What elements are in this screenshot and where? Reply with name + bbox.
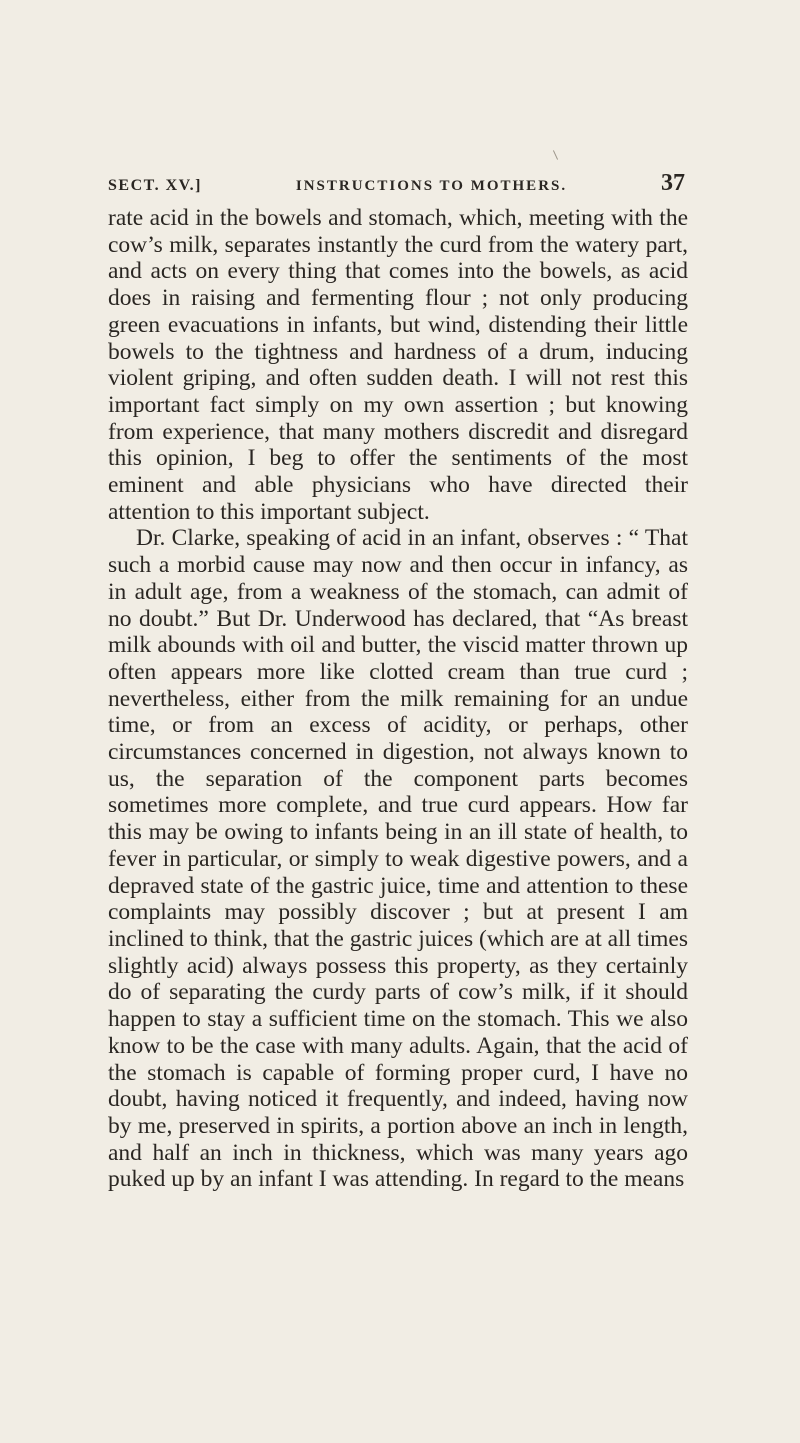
body-text — [108, 205, 688, 1193]
section-label: SECT. XV.] — [108, 177, 202, 194]
running-header — [108, 170, 685, 197]
paragraph-continued: rate acid in the bowels and stomach, which, meeting with the cow’s milk, separates instantly the curd from the watery part, and acts on every thing that comes into the bowels, as acid does in raising and fermenting flour ; not only producing green evacuations in infants, but wind, distending their little bowels to the tightness and hardness of a drum, inducing violent griping, and often sudden death. I will not rest this important fact simply on my own assertion ; but knowing from experience, that many mothers discredit and disregard this opinion, I beg to offer the sentiments of the most eminent and able physicians who have directed their attention to this important subject. — [108, 205, 688, 525]
page-number: 37 — [661, 170, 685, 196]
running-title: INSTRUCTIONS TO MOTHERS. — [295, 178, 568, 194]
paragraph-clarke-underwood: Dr. Clarke, speaking of acid in an infant, observes : “ That such a morbid cause may now and then occur in infancy, as in adult age, from a weakness of the stomach, can admit of no doubt.” But Dr. Underwood has declared, that “As breast milk abounds with oil and butter, the viscid matter thrown up often appears more like clotted cream than true curd ; nevertheless, either from the milk remaining for an undue time, or from an excess of acidity, or perhaps, other circumstances concerned in digestion, not always known to us, the separation of the component parts becomes sometimes more complete, and true curd appears. How far this may be owing to infants being in an ill state of health, to fever in particular, or simply to weak digestive powers, and a depraved state of the gastric juice, time and attention to these complaints may possibly discover ; but at present I am inclined to think, that the gastric juices (which are at all times slightly acid) always possess this property, as they certainly do of separating the curdy parts of cow’s milk, if it should happen to stay a sufficient time on the stomach. This we also know to be the case with many adults. Again, that the acid of the stomach is capable of forming proper curd, I have no doubt, having noticed it frequently, and indeed, having now by me, preserved in spirits, a portion above an inch in length, and half an inch in thickness, which was many years ago puked up by an infant I was attending. In regard to the means — [108, 525, 688, 1193]
margin-mark — [553, 150, 558, 159]
